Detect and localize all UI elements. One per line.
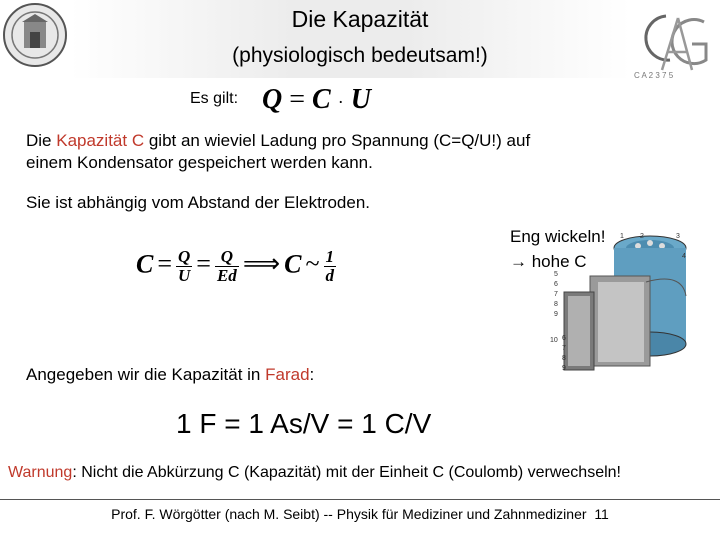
diagram-label: 9	[562, 365, 566, 372]
footer	[0, 506, 720, 522]
diagram-label: 9	[554, 311, 558, 318]
diagram-label: 7	[554, 291, 558, 298]
page-title: Die Kapazität	[291, 6, 429, 32]
frac-q-ed	[215, 248, 239, 285]
frac3-den: d	[325, 266, 335, 285]
formula-u: U	[350, 84, 371, 115]
farad-equation: 1 F = 1 As/V = 1 C/V	[176, 408, 432, 439]
capacity-definition	[26, 130, 636, 174]
page-number: 11	[594, 506, 609, 522]
warning-text: : Nicht die Abkürzung C (Kapazität) mit der Einheit C (Coulomb) verwechseln!	[72, 464, 621, 481]
definition-line2: einem Kondensator gespeichert werden kann.	[26, 153, 373, 172]
svg-text:C A 2 3 7 5: C A 2 3 7 5	[634, 71, 674, 80]
f2-c2: C	[284, 249, 302, 279]
distance-statement: Sie ist abhängig vom Abstand der Elektroden.	[26, 193, 370, 212]
farad-term: Farad	[265, 365, 310, 384]
frac2-den: Ed	[216, 266, 237, 285]
frac3-num: 1	[325, 247, 335, 266]
frac-1-d	[324, 248, 337, 285]
frac-q-u	[176, 248, 192, 285]
frac1-den: U	[178, 266, 191, 285]
diagram-label: 2	[640, 233, 644, 240]
diagram-label: 1	[620, 233, 624, 240]
charge-formula	[262, 84, 371, 116]
f2-c: C	[136, 249, 154, 279]
note-line1: Eng wickeln!	[510, 227, 606, 246]
diagram-label: 6	[562, 335, 566, 342]
f2-eq2: =	[196, 249, 211, 279]
warning-label: Warnung	[8, 464, 73, 481]
farad-colon: :	[309, 365, 315, 384]
diagram-label: 10	[550, 337, 558, 344]
note-line2: → hohe C	[510, 252, 587, 271]
formula-equals: =	[289, 84, 306, 115]
diagram-label: 6	[554, 281, 558, 288]
capacity-term: Kapazität C	[56, 131, 145, 150]
frac1-num: Q	[178, 247, 191, 266]
footer-divider	[0, 499, 720, 500]
capacity-proportionality-formula	[136, 248, 336, 285]
diagram-label: 4	[682, 253, 686, 260]
page-subtitle: (physiologisch bedeutsam!)	[232, 44, 488, 67]
farad-statement	[26, 364, 314, 386]
diagram-label: 3	[676, 233, 680, 240]
winding-note	[510, 224, 605, 274]
formula-q: Q	[262, 84, 283, 115]
formula-label: Es gilt:	[190, 90, 239, 107]
f2-implies: ⟹	[242, 249, 281, 279]
f2-prop: ~	[305, 249, 320, 279]
definition-text-rest: gibt an wieviel Ladung pro Spannung (C=Q/U!) auf	[144, 131, 531, 150]
diagram-label: 7	[562, 345, 566, 352]
frac2-num: Q	[215, 248, 239, 267]
footer-credit: Prof. F. Wörgötter (nach M. Seibt) -- Physik für Mediziner und Zahnmediziner	[111, 506, 587, 522]
formula-dot: ·	[337, 92, 344, 112]
farad-text: Angegeben wir die Kapazität in	[26, 365, 266, 384]
diagram-label: 8	[554, 301, 558, 308]
f2-eq1: =	[157, 249, 173, 279]
warning-line	[8, 464, 621, 482]
definition-text: Die	[26, 131, 57, 150]
diagram-label: 5	[554, 271, 558, 278]
diagram-label: 8	[562, 355, 566, 362]
formula-c: C	[312, 84, 331, 115]
